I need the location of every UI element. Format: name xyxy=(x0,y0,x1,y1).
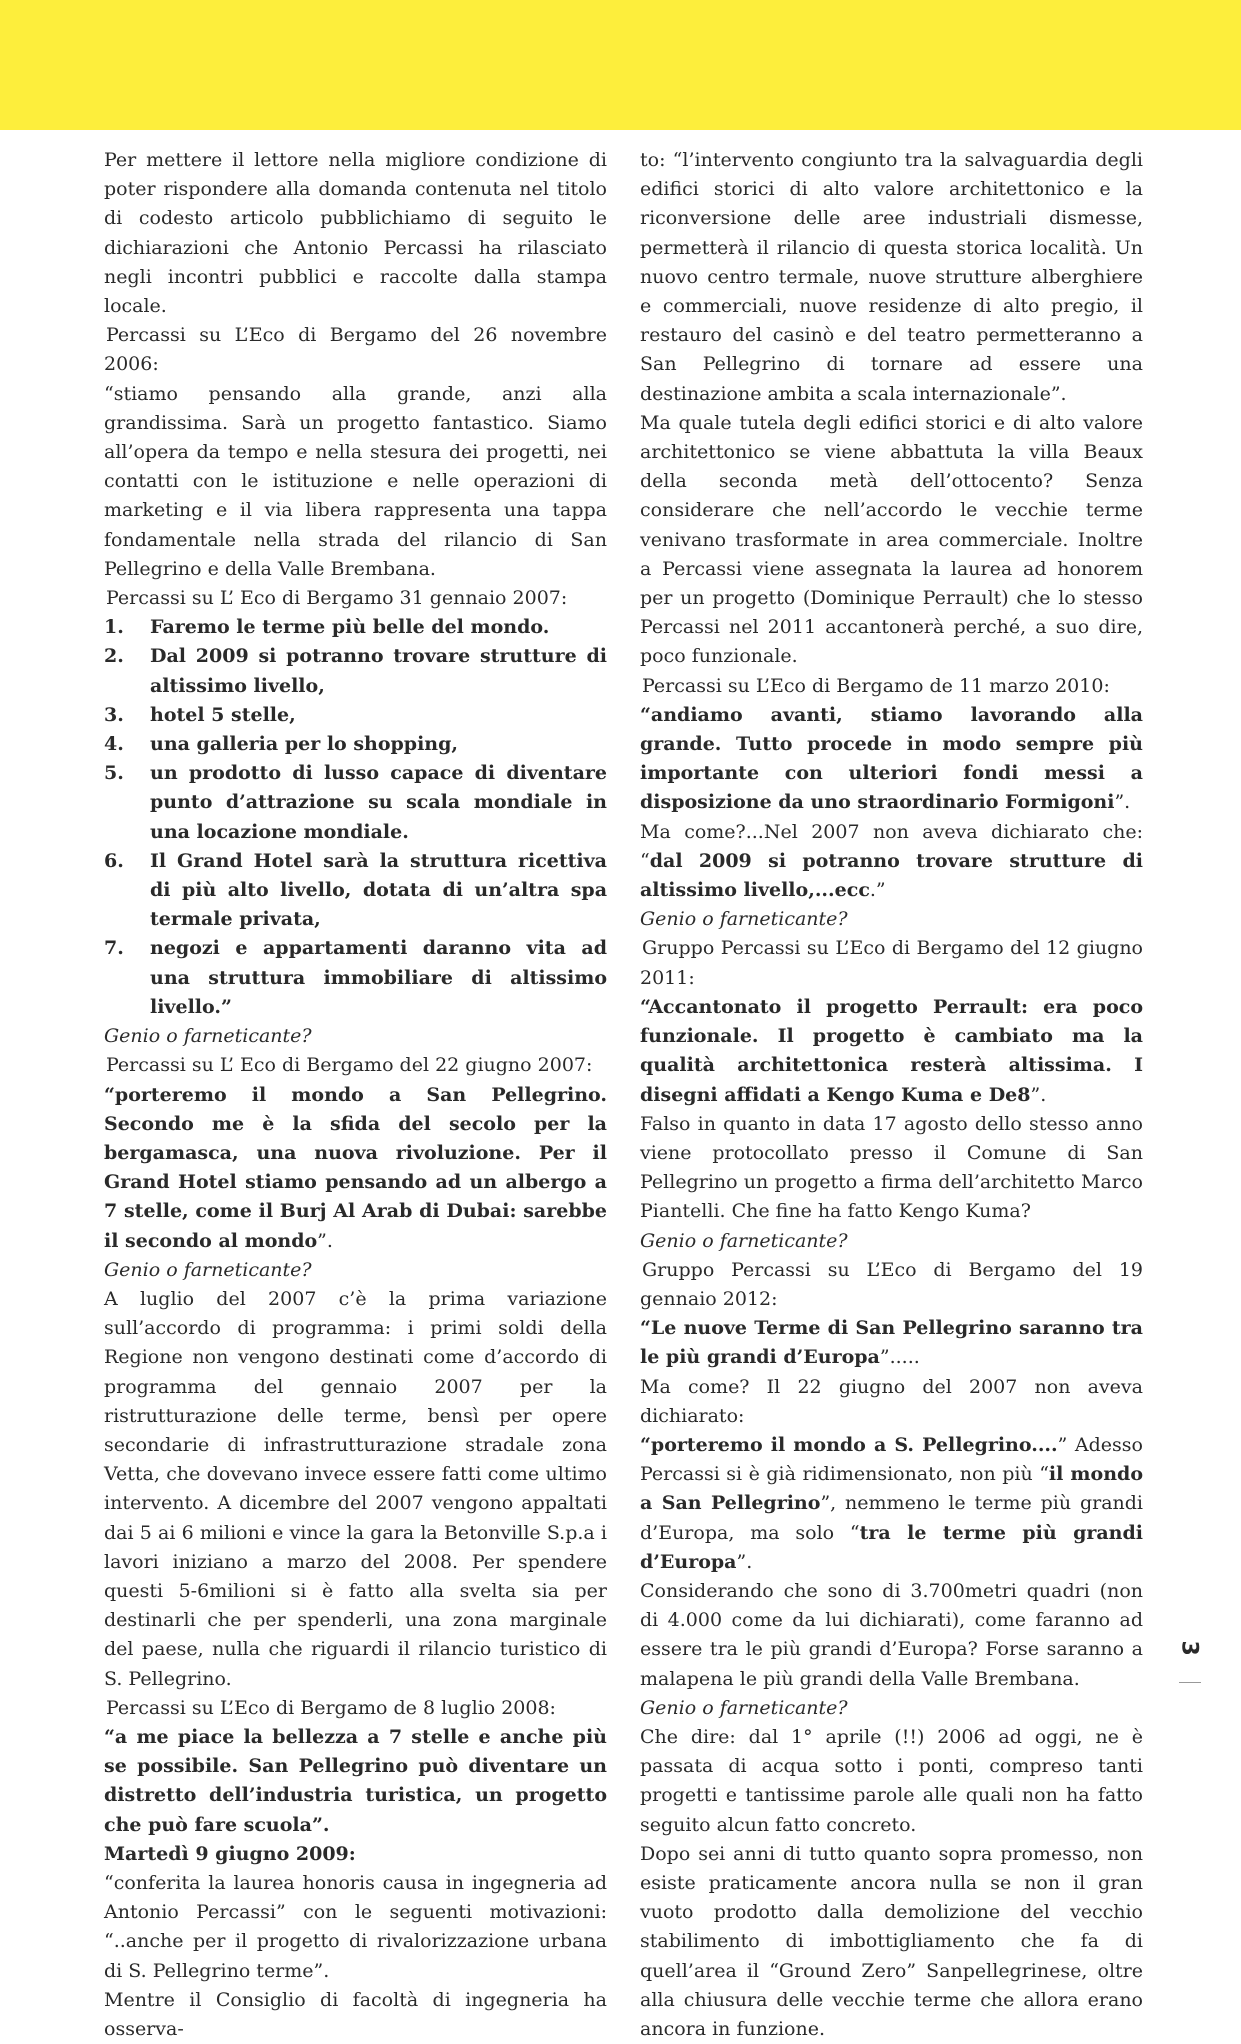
genio-line: Genio o farneticante? xyxy=(640,1696,848,1719)
body-paragraph: Considerando che sono di 3.700metri quadri (non di 4.000 come da lui dichiarati), come faranno ad essere tra le più grandi d’Europa? Forse saranno a malapena le più grandi della Valle Brembana. xyxy=(640,1579,1143,1690)
quote-paragraph: “stiamo pensando alla grande, anzi alla grandissima. Sarà un progetto fantastico. Siamo all’opera da tempo e nella stesura dei progetti, nei contatti con le istituzione e nelle operazioni di marketing e il via libera rappresenta una tappa fondamentale nella strada del rilancio di San Pellegrino e della Valle Brembana. xyxy=(104,382,607,580)
genio-line: Genio o farneticante? xyxy=(104,1025,312,1048)
body-paragraph: Che dire: dal 1° aprile (!!) 2006 ad oggi, ne è passata di acqua sotto i ponti, compreso tanti progetti e tantissime parole alle quali non ha fatto seguito alcun fatto concreto. xyxy=(640,1725,1143,1836)
source-line: Gruppo Percassi su L’Eco di Bergamo del 19 gennaio 2012: xyxy=(640,1258,1143,1310)
body-paragraph: Dopo sei anni di tutto quanto sopra promesso, non esiste praticamente ancora nulla se non il gran vuoto prodotto dalla demolizione del vecchio stabilimento di imbottigliamento che fa di quell’area il “Ground Zero” Sanpellegrinese, oltre alla chiusura delle vecchie terme che allora erano ancora in funzione. xyxy=(640,1842,1143,2040)
quote-paragraph: “porteremo il mondo a San Pellegrino. Secondo me è la sfida del secolo per la bergamasca, una nuova rivoluzione. Per il Grand Hotel stiamo pensando ad un albergo a 7 stelle, come il Burj Al Arab di Dubai: sarebbe il secondo al mondo”. xyxy=(104,1083,607,1252)
intro-paragraph: Per mettere il lettore nella migliore condizione di poter rispondere alla domanda contenuta nel titolo di codesto articolo pubblichiamo di seguito le dichiarazioni che Antonio Percassi ha rilasciato negli incontri pubblici e raccolte dalla stampa locale. xyxy=(104,149,607,318)
list-item: 5. un prodotto di lusso capace di diventare punto d’attrazione su scala mondiale in una locazione mondiale. xyxy=(104,762,607,843)
quote-paragraph: “a me piace la bellezza a 7 stelle e anche più se possibile. San Pellegrino può diventare un distretto dell’industria turistica, un progetto che può fare scuola”. xyxy=(104,1725,607,1836)
quote-paragraph: “andiamo avanti, stiamo lavorando alla grande. Tutto procede in modo sempre più importante con ulteriori fondi messi a disposizione da uno straordinario Formigoni”. xyxy=(640,703,1143,814)
genio-line: Genio o farneticante? xyxy=(104,1258,312,1281)
genio-line: Genio o farneticante? xyxy=(640,908,848,931)
list-item: 1. Faremo le terme più belle del mondo. xyxy=(104,616,550,639)
page-number-rule xyxy=(1179,1682,1201,1683)
header-band xyxy=(0,0,1241,130)
source-line: Percassi su L’Eco di Bergamo del 26 novembre 2006: xyxy=(104,324,607,376)
page-number xyxy=(1177,1640,1201,1680)
date-line: Martedì 9 giugno 2009: xyxy=(104,1842,356,1865)
body-paragraph: Ma come? Il 22 giugno del 2007 non aveva dichiarato: xyxy=(640,1375,1143,1427)
quote-paragraph: “Le nuove Terme di San Pellegrino saranno tra le più grandi d’Europa”..... xyxy=(640,1317,1143,1369)
body-paragraph: A luglio del 2007 c’è la prima variazione sull’accordo di programma: i primi soldi della Regione non vengono destinati come d’accordo di programma del gennaio 2007 per la ristrutturazione delle terme, bensì per opere secondarie di infrastrutturazione stradale zona Vetta, che dovevano invece essere fatti come ultimo intervento. A dicembre del 2007 vengono appaltati dai 5 ai 6 milioni e vince la gara la Betonville S.p.a i lavori iniziano a marzo del 2008. Per spendere questi 5-6milioni si è fatto alla svelta sia per destinarli che per spenderli, una zona marginale del paese, nulla che riguardi il rilancio turistico di S. Pellegrino. xyxy=(104,1287,607,1690)
body-paragraph: to: “l’intervento congiunto tra la salvaguardia degli edifici storici di alto valore architettonico e la riconversione delle aree industriali dismesse, permetterà il rilancio di questa storica località. Un nuovo centro termale, nuove strutture alberghiere e commerciali, nuove residenze di alto pregio, il restauro del casinò e del teatro permetteranno a San Pellegrino di tornare ad essere una destinazione ambita a scala internazionale”. xyxy=(640,149,1143,405)
source-line: Percassi su L’ Eco di Bergamo 31 gennaio 2007: xyxy=(106,587,568,610)
list-item: 4. una galleria per lo shopping, xyxy=(104,733,459,756)
body-paragraph: “conferita la laurea honoris causa in ingegneria ad Antonio Percassi” con le seguenti motivazioni: “..anche per il progetto di rivalorizzazione urbana di S. Pellegrino terme”. xyxy=(104,1871,607,1982)
list-item: 3. hotel 5 stelle, xyxy=(104,703,296,726)
body-paragraph: Falso in quanto in data 17 agosto dello stesso anno viene protocollato presso il Comune di San Pellegrino un progetto a firma dell’architetto Marco Piantelli. Che fine ha fatto Kengo Kuma? xyxy=(640,1112,1143,1223)
right-column xyxy=(640,146,1143,2044)
body-paragraph: Mentre il Consiglio di facoltà di ingegneria ha osserva- xyxy=(104,1988,607,2040)
source-line: Percassi su L’Eco di Bergamo de 11 marzo 2010: xyxy=(642,674,1110,697)
promises-list xyxy=(104,613,607,1022)
source-line: Percassi su L’Eco di Bergamo de 8 luglio 2008: xyxy=(106,1696,556,1719)
left-column xyxy=(104,146,607,2044)
page-number-label: 3 xyxy=(1176,1640,1202,1656)
body-paragraph: Ma come?...Nel 2007 non aveva dichiarato che: “dal 2009 si potranno trovare strutture di altissimo livello,...ecc.” xyxy=(640,820,1143,902)
body-paragraph: “porteremo il mondo a S. Pellegrino....” Adesso Percassi si è già ridimensionato, non più “il mondo a San Pellegrino”, nemmeno le terme più grandi d’Europa, ma solo “tra le terme più grandi d’Europa”. xyxy=(640,1433,1144,1573)
genio-line: Genio o farneticante? xyxy=(640,1229,848,1252)
list-item: 7. negozi e appartamenti daranno vita ad una struttura immobiliare di altissimo livello.” xyxy=(104,937,607,1018)
body-paragraph: Ma quale tutela degli edifici storici e di alto valore architettonico se viene abbattuta la villa Beaux della seconda metà dell’ottocento? Senza considerare che nell’accordo le vecchie terme venivano trasformate in area commerciale. Inoltre a Percassi viene assegnata la laurea ad honorem per un progetto (Dominique Perrault) che lo stesso Percassi nel 2011 accantonerà perché, a suo dire, poco funzionale. xyxy=(640,411,1143,668)
list-item: 2. Dal 2009 si potranno trovare strutture di altissimo livello, xyxy=(104,645,607,697)
source-line: Percassi su L’ Eco di Bergamo del 22 giugno 2007: xyxy=(106,1054,593,1077)
quote-paragraph: “Accantonato il progetto Perrault: era poco funzionale. Il progetto è cambiato ma la qualità architettonica resterà altissima. I disegni affidati a Kengo Kuma e De8”. xyxy=(640,995,1143,1106)
source-line: Gruppo Percassi su L’Eco di Bergamo del 12 giugno 2011: xyxy=(640,937,1143,989)
list-item: 6. Il Grand Hotel sarà la struttura ricettiva di più alto livello, dotata di un’altra spa termale privata, xyxy=(104,849,607,931)
